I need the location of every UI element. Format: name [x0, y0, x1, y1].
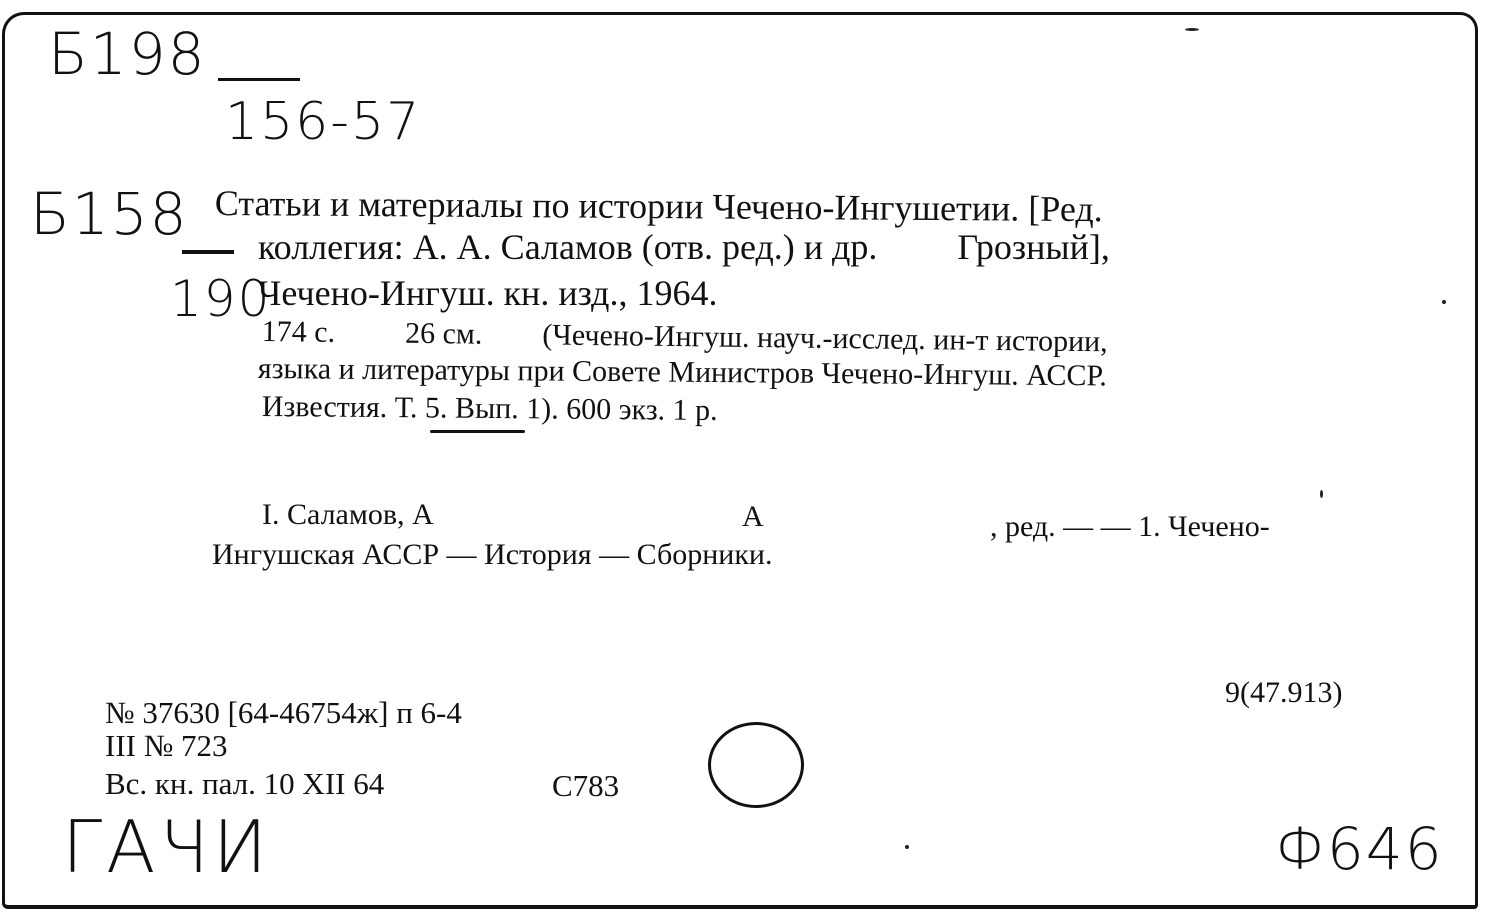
title-line-2	[258, 226, 1110, 268]
handwritten-bottom-right: Ф646	[1275, 815, 1444, 883]
catalog-line-3b: С783	[552, 768, 620, 803]
series: (Чечено-Ингуш. науч.-исслед. ин-т истории,	[542, 318, 1108, 359]
handwritten-second-code: 156-57	[225, 92, 422, 152]
catalog-line-1: № 37630 [64-46754ж] п 6-4	[105, 695, 462, 730]
size: 26 см.	[404, 316, 483, 351]
handwritten-dash	[218, 78, 300, 81]
title-line-2a: коллегия: А. А. Саламов (отв. ред.) и др.	[258, 227, 878, 267]
pages: 174 с.	[261, 315, 336, 349]
classification-number: 9(47.913)	[1225, 676, 1343, 709]
ink-speck	[1442, 300, 1446, 304]
ink-speck	[1185, 28, 1199, 31]
tracing-line-1a: I. Саламов, А	[262, 498, 434, 531]
title-line-3: Чечено-Ингуш. кн. изд., 1964.	[258, 273, 718, 313]
catalog-line-3: Вс. кн. пал. 10 XII 64	[105, 766, 385, 801]
handwritten-left-code: Б158	[30, 180, 189, 248]
ink-speck	[1320, 490, 1323, 498]
description-line-3: Известия. Т. 5. Вып. 1). 600 экз. 1 р.	[261, 390, 718, 427]
description-line-2: языка и литературы при Совете Министров Чечено-Ингуш. АССР.	[257, 352, 1108, 393]
stamp-circle	[708, 722, 804, 808]
handwritten-left-number: 190	[170, 270, 272, 328]
ink-speck	[905, 845, 909, 849]
catalog-line-2: III № 723	[105, 728, 228, 763]
pen-underline	[430, 430, 525, 433]
handwritten-bottom-left: ГАЧИ	[62, 805, 272, 889]
tracing-line-1c: , ред. — — 1. Чечено-	[990, 510, 1270, 543]
title-line-2b: Грозный],	[957, 227, 1110, 267]
title-line-1: Статьи и материалы по истории Чечено-Ингушетии. [Ред.	[214, 182, 1103, 230]
handwritten-top-code: Б198	[48, 20, 207, 88]
tracing-line-1b: А	[742, 500, 764, 533]
tracing-line-2: Ингушская АССР — История — Сборники.	[212, 538, 773, 571]
handwritten-dash-left	[182, 250, 234, 254]
